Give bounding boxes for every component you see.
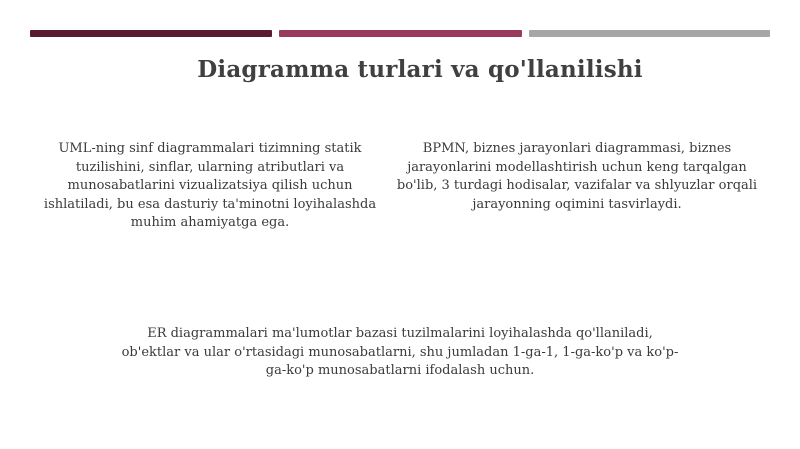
accent-bar-gray (529, 30, 770, 37)
accent-bar-dark (30, 30, 272, 37)
slide-title: Diagramma turlari va qo'llanilishi (197, 56, 643, 83)
accent-bar-magenta (279, 30, 522, 37)
paragraph-uml: UML-ning sinf diagrammalari tizimning statik tuzilishini, sinflar, ularning atributlari va munosabatlarini vizualizatsiya qilish uchun ishlatiladi, bu esa dasturiy ta'minotni loyihalashda muhim ahamiyatga ega. (43, 141, 377, 230)
paragraph-er: ER diagrammalari ma'lumotlar bazasi tuzilmalarini loyihalashda qo'llaniladi, ob'ektlar va ular o'rtasidagi munosabatlarni, shu jumladan 1-ga-1, 1-ga-ko'p va ko'p-ga-ko'p munosabatlarni ifodalash uchun. (121, 326, 679, 378)
paragraph-bpmn: BPMN, biznes jarayonlari diagrammasi, biznes jarayonlarini modellashtirish uchun keng tarqalgan bo'lib, 3 turdagi hodisalar, vazifalar va shlyuzlar orqali jarayonning oqimini tasvirlaydi. (396, 141, 758, 212)
